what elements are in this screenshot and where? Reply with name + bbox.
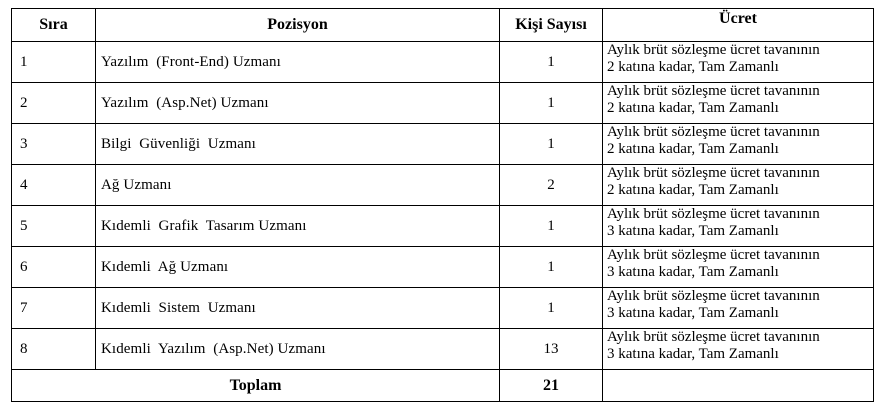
header-ucret: Ücret xyxy=(603,9,874,42)
header-pozisyon: Pozisyon xyxy=(96,9,500,42)
cell-kisi-sayisi: 1 xyxy=(500,42,603,83)
cell-sira: 6 xyxy=(12,247,96,288)
cell-ucret xyxy=(603,83,874,124)
cell-ucret xyxy=(603,42,874,83)
cell-sira: 5 xyxy=(12,206,96,247)
ucret-line-1: Aylık brüt sözleşme ücret tavanının xyxy=(607,247,820,263)
cell-ucret xyxy=(603,288,874,329)
table-row xyxy=(12,124,874,165)
cell-pozisyon: Kıdemli Sistem Uzmanı xyxy=(96,288,500,329)
positions-table xyxy=(11,8,874,402)
cell-pozisyon: Kıdemli Ağ Uzmanı xyxy=(96,247,500,288)
cell-ucret xyxy=(603,165,874,206)
ucret-line-2: 3 katına kadar, Tam Zamanlı xyxy=(607,305,779,321)
cell-pozisyon: Bilgi Güvenliği Uzmanı xyxy=(96,124,500,165)
total-value: 21 xyxy=(500,370,603,402)
cell-kisi-sayisi: 1 xyxy=(500,83,603,124)
total-label: Toplam xyxy=(12,370,500,402)
table-row xyxy=(12,206,874,247)
ucret-line-1: Aylık brüt sözleşme ücret tavanının xyxy=(607,165,820,181)
cell-pozisyon: Yazılım (Front-End) Uzmanı xyxy=(96,42,500,83)
positions-table-wrapper xyxy=(11,8,873,402)
cell-pozisyon: Kıdemli Grafik Tasarım Uzmanı xyxy=(96,206,500,247)
ucret-line-1: Aylık brüt sözleşme ücret tavanının xyxy=(607,288,820,304)
cell-kisi-sayisi: 13 xyxy=(500,329,603,370)
header-kisi-sayisi: Kişi Sayısı xyxy=(500,9,603,42)
cell-kisi-sayisi: 2 xyxy=(500,165,603,206)
table-row xyxy=(12,288,874,329)
ucret-line-2: 2 katına kadar, Tam Zamanlı xyxy=(607,182,779,198)
cell-sira: 7 xyxy=(12,288,96,329)
table-total-row xyxy=(12,370,874,402)
table-header-row xyxy=(12,9,874,42)
table-row xyxy=(12,83,874,124)
cell-kisi-sayisi: 1 xyxy=(500,206,603,247)
cell-kisi-sayisi: 1 xyxy=(500,124,603,165)
table-row xyxy=(12,165,874,206)
cell-sira: 1 xyxy=(12,42,96,83)
ucret-line-2: 2 katına kadar, Tam Zamanlı xyxy=(607,59,779,75)
ucret-line-2: 3 katına kadar, Tam Zamanlı xyxy=(607,264,779,280)
total-empty-cell xyxy=(603,370,874,402)
table-row xyxy=(12,247,874,288)
ucret-line-2: 2 katına kadar, Tam Zamanlı xyxy=(607,100,779,116)
table-row xyxy=(12,329,874,370)
ucret-line-1: Aylık brüt sözleşme ücret tavanının xyxy=(607,42,820,58)
ucret-line-2: 2 katına kadar, Tam Zamanlı xyxy=(607,141,779,157)
cell-sira: 3 xyxy=(12,124,96,165)
ucret-line-1: Aylık brüt sözleşme ücret tavanının xyxy=(607,329,820,345)
cell-kisi-sayisi: 1 xyxy=(500,247,603,288)
cell-ucret xyxy=(603,247,874,288)
cell-sira: 8 xyxy=(12,329,96,370)
ucret-line-1: Aylık brüt sözleşme ücret tavanının xyxy=(607,83,820,99)
cell-ucret xyxy=(603,329,874,370)
cell-ucret xyxy=(603,206,874,247)
cell-pozisyon: Yazılım (Asp.Net) Uzmanı xyxy=(96,83,500,124)
cell-sira: 4 xyxy=(12,165,96,206)
ucret-line-2: 3 katına kadar, Tam Zamanlı xyxy=(607,223,779,239)
table-row xyxy=(12,42,874,83)
cell-pozisyon: Ağ Uzmanı xyxy=(96,165,500,206)
ucret-line-2: 3 katına kadar, Tam Zamanlı xyxy=(607,346,779,362)
cell-ucret xyxy=(603,124,874,165)
ucret-line-1: Aylık brüt sözleşme ücret tavanının xyxy=(607,124,820,140)
cell-kisi-sayisi: 1 xyxy=(500,288,603,329)
ucret-line-1: Aylık brüt sözleşme ücret tavanının xyxy=(607,206,820,222)
cell-pozisyon: Kıdemli Yazılım (Asp.Net) Uzmanı xyxy=(96,329,500,370)
header-sira: Sıra xyxy=(12,9,96,42)
cell-sira: 2 xyxy=(12,83,96,124)
